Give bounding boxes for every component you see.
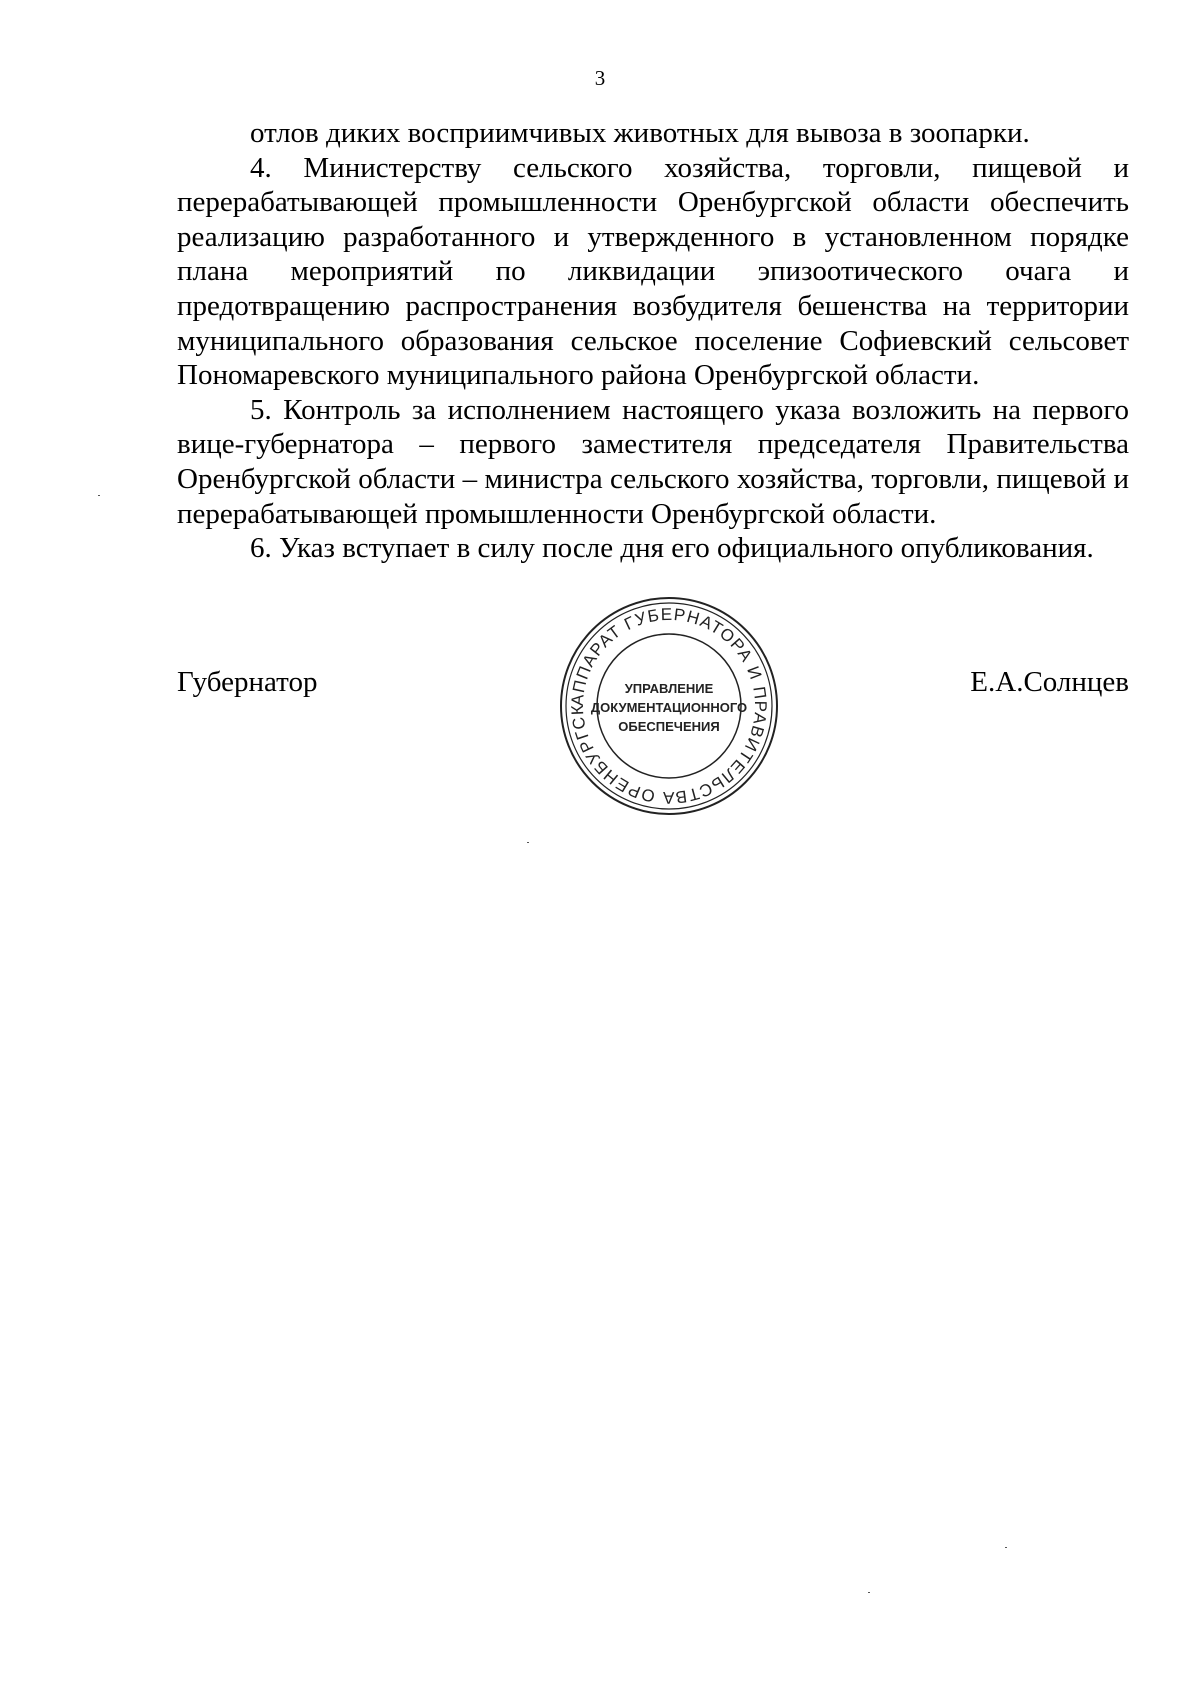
scan-speck <box>1005 1547 1007 1548</box>
signatory-title: Губернатор <box>177 666 318 698</box>
scan-speck <box>868 1592 870 1593</box>
official-seal-stamp <box>553 590 785 822</box>
stamp-ring-text: АППАРАТ ГУБЕРНАТОРА И ПРАВИТЕЛЬСТВА ОРЕНБУРГСК <box>567 604 771 808</box>
stamp-center-line-2: ДОКУМЕНТАЦИОННОГО <box>590 700 748 715</box>
scan-speck <box>98 495 100 496</box>
page-number: 3 <box>594 66 606 90</box>
paragraph-item-4: 4. Министерству сельского хозяйства, торговли, пищевой и перерабатывающей промышленности Оренбургской области обеспечить реализацию разработанного и утвержденного в установленном порядке плана мероприятий по ликвидации эпизоотического очага и предотвращению распространения возбудителя бешенства на территории муниципального образования сельское поселение Софиевский сельсовет Пономаревского муниципального района Оренбургской области. <box>177 151 1129 392</box>
scan-speck <box>527 842 529 843</box>
paragraph-continuation: отлов диких восприимчивых животных для вывоза в зоопарки. <box>250 117 1030 149</box>
signatory-name: Е.А.Солнцев <box>970 666 1129 698</box>
stamp-center-line-3: ОБЕСПЕЧЕНИЯ <box>618 719 720 734</box>
paragraph-item-5: 5. Контроль за исполнением настоящего указа возложить на первого вице-губернатора – первого заместителя председателя Правительства Оренбургской области – министра сельского хозяйства, торговли, пищевой и перерабатывающей промышленности Оренбургской области. <box>177 393 1129 530</box>
stamp-center-line-1: УПРАВЛЕНИЕ <box>624 681 714 696</box>
document-body <box>177 116 1129 566</box>
paragraph-item-6: 6. Указ вступает в силу после дня его официального опубликования. <box>250 532 1094 565</box>
